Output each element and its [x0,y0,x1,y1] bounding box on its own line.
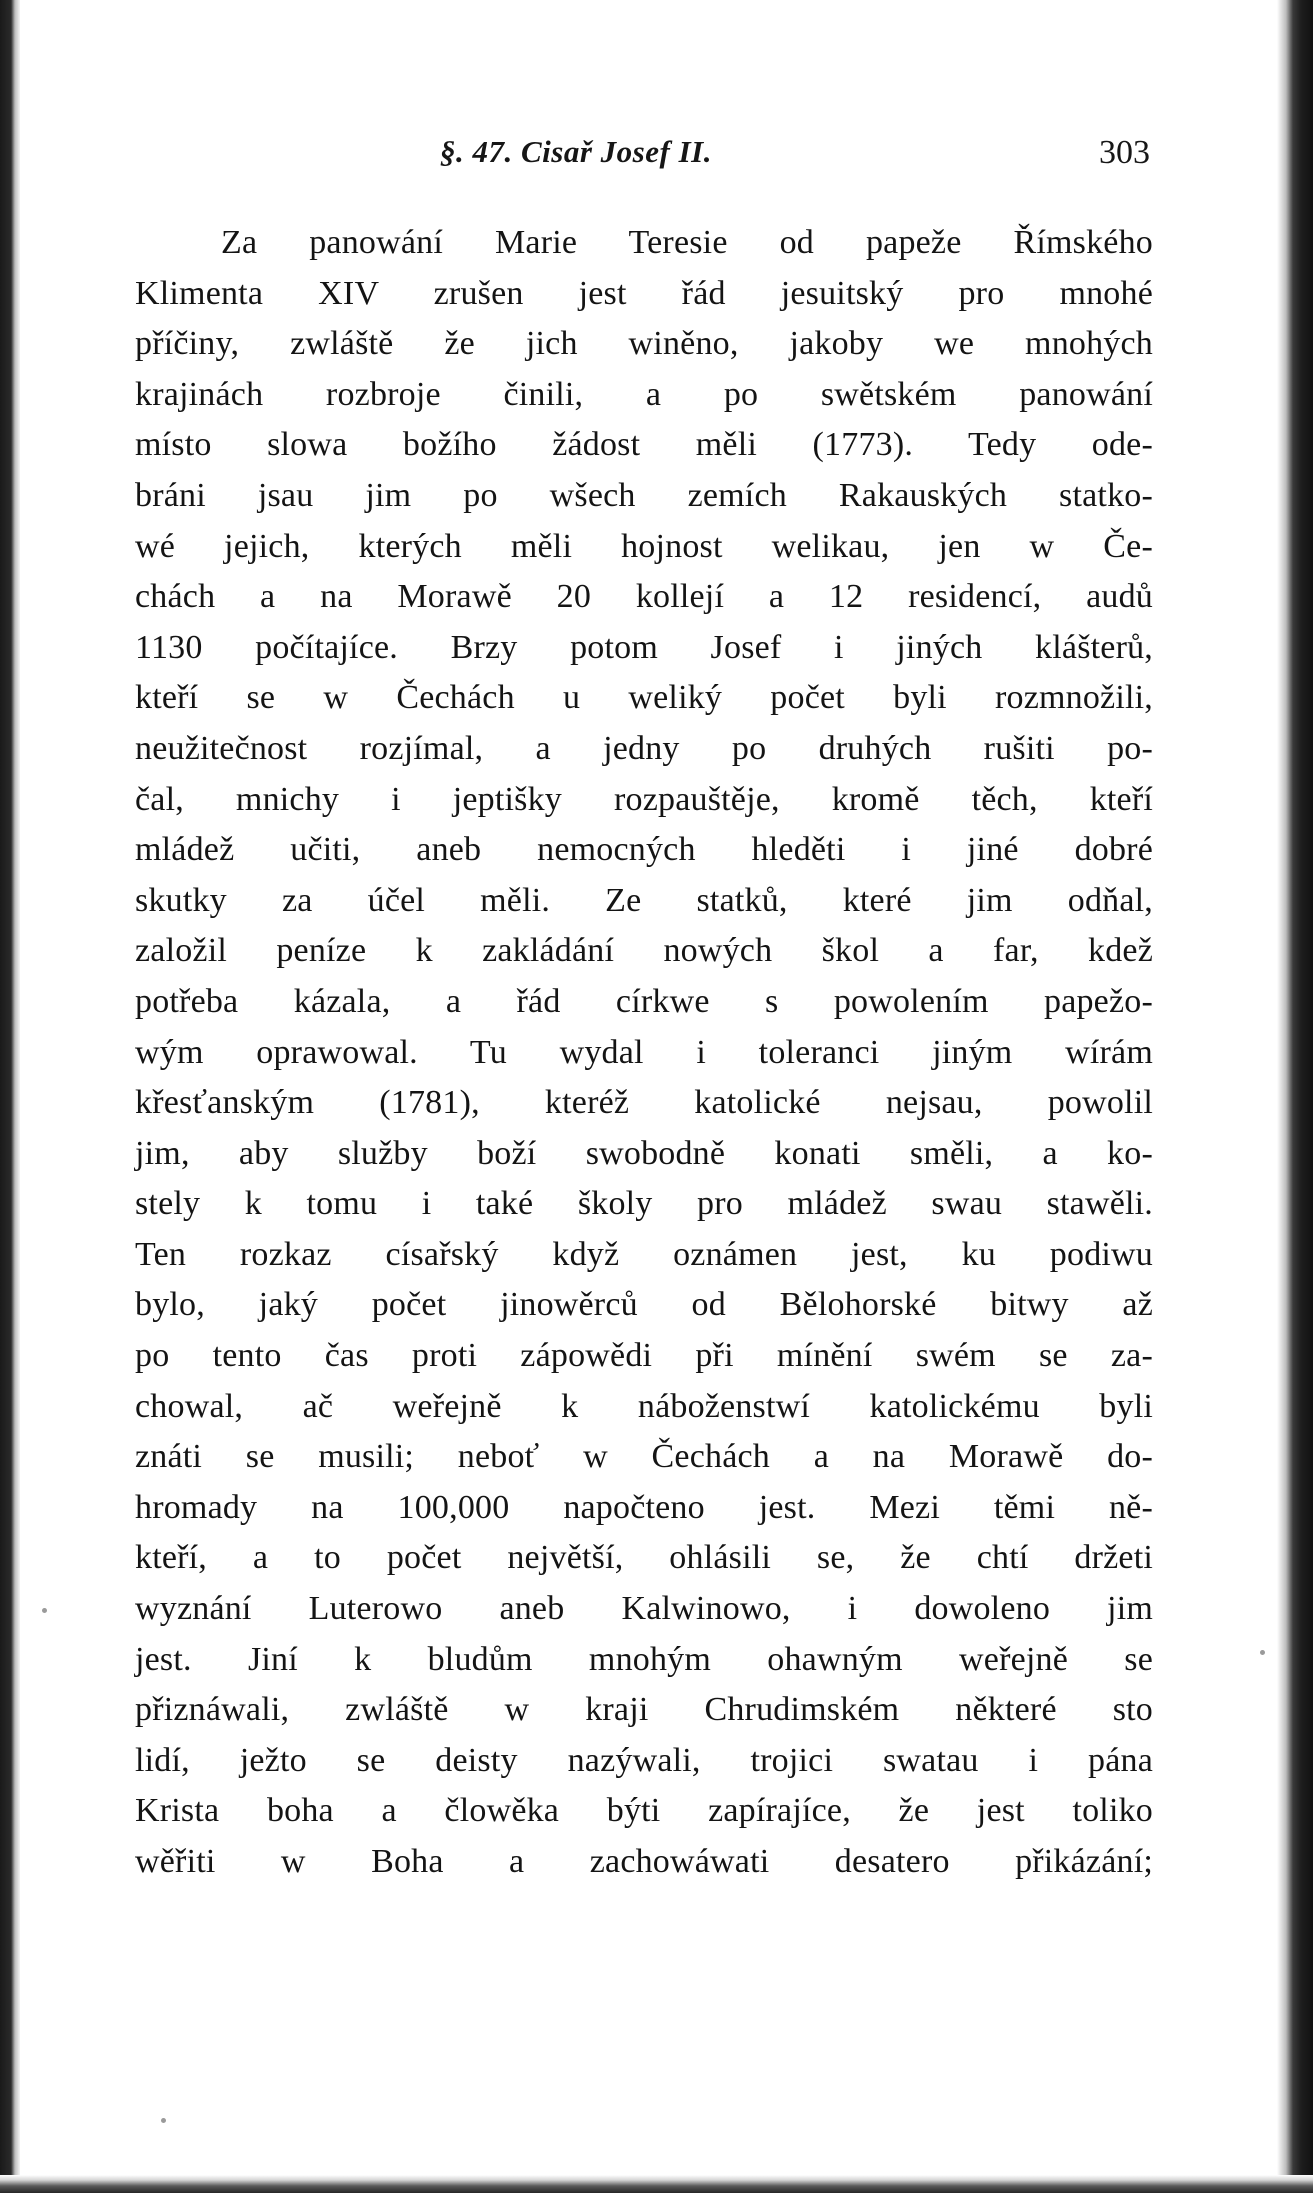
running-header [440,134,1160,180]
text-line: wěřiti w Boha a zachowáwati desatero přikázání; [135,1843,1153,1880]
text-line: hromady na 100,000 napočteno jest. Mezi těmi ně- [135,1488,1153,1526]
paper-speck [161,2118,166,2123]
text-line: příčiny, zwláště že jich winěno, jakoby we mnohých [135,325,1153,363]
text-line: skutky za účel měli. Ze statků, které jim odňal, [135,881,1153,919]
text-line: místo slowa božího žádost měli (1773). Tedy ode- [135,426,1153,464]
text-line: Ten rozkaz císařský když oznámen jest, ku podiwu [135,1235,1153,1273]
text-line: neužitečnost rozjímal, a jedny po druhých rušiti po- [135,729,1153,767]
text-line: založil peníze k zakládání nowých škol a far, kdež [135,932,1153,970]
paper-speck [42,1608,47,1613]
page-number: 303 [1099,134,1150,171]
left-page-edge-shadow [0,0,20,2193]
text-line: Krista boha a člowěka býti zapírajíce, že jest toliko [135,1792,1153,1830]
text-line: Za panowání Marie Teresie od papeže Římského [221,224,1153,261]
text-line: kteří, a to počet největší, ohlásili se, že chtí držeti [135,1539,1153,1577]
text-line: stely k tomu i také školy pro mládež swau stawěli. [135,1185,1153,1223]
text-line: křesťanským (1781), kteréž katolické nejsau, powolil [135,1084,1153,1122]
text-line: krajinách rozbroje činili, a po swětském panowání [135,375,1153,413]
text-line: mládež učiti, aneb nemocných hleděti i jiné dobré [135,831,1153,869]
text-line: potřeba kázala, a řád církwe s powolením papežo- [135,982,1153,1020]
text-line: bráni jsau jim po wšech zemích Rakauských statko- [135,476,1153,514]
text-line: chách a na Morawě 20 kollejí a 12 residencí, audů [135,578,1153,616]
text-line: wým oprawowal. Tu wydal i toleranci jiným wírám [135,1033,1153,1071]
right-page-edge-shadow [1277,0,1313,2193]
text-line: wé jejich, kterých měli hojnost welikau, jen w Če- [135,527,1153,565]
text-line: jim, aby služby boží swobodně konati směli, a ko- [135,1134,1153,1172]
text-line: kteří se w Čechách u weliký počet byli rozmnožili, [135,679,1153,717]
text-line: znáti se musili; neboť w Čechách a na Morawě do- [135,1438,1153,1476]
text-line: jest. Jiní k bludům mnohým ohawným weřejně se [135,1640,1153,1678]
text-line: čal, mnichy i jeptišky rozpauštěje, kromě těch, kteří [135,780,1153,818]
text-line: lidí, ježto se deisty nazýwali, trojici swatau i pána [135,1741,1153,1779]
section-title: §. 47. Cisař Josef II. [440,134,712,169]
paper-speck [1260,1650,1265,1655]
text-line: Klimenta XIV zrušen jest řád jesuitský pro mnohé [135,274,1153,312]
body-paragraph [135,218,1153,1888]
text-line: 1130 počítajíce. Brzy potom Josef i jiných klášterů, [135,628,1153,666]
text-line: bylo, jaký počet jinowěrců od Bělohorské bitwy až [135,1286,1153,1324]
bottom-page-edge-shadow [0,2175,1313,2193]
text-line: chowal, ač weřejně k náboženstwí katolickému byli [135,1387,1153,1425]
text-line: po tento čas proti zápowědi při mínění swém se za- [135,1337,1153,1375]
text-line: přiznáwali, zwláště w kraji Chrudimském některé sto [135,1691,1153,1729]
text-line: wyznání Luterowo aneb Kalwinowo, i dowoleno jim [135,1590,1153,1628]
